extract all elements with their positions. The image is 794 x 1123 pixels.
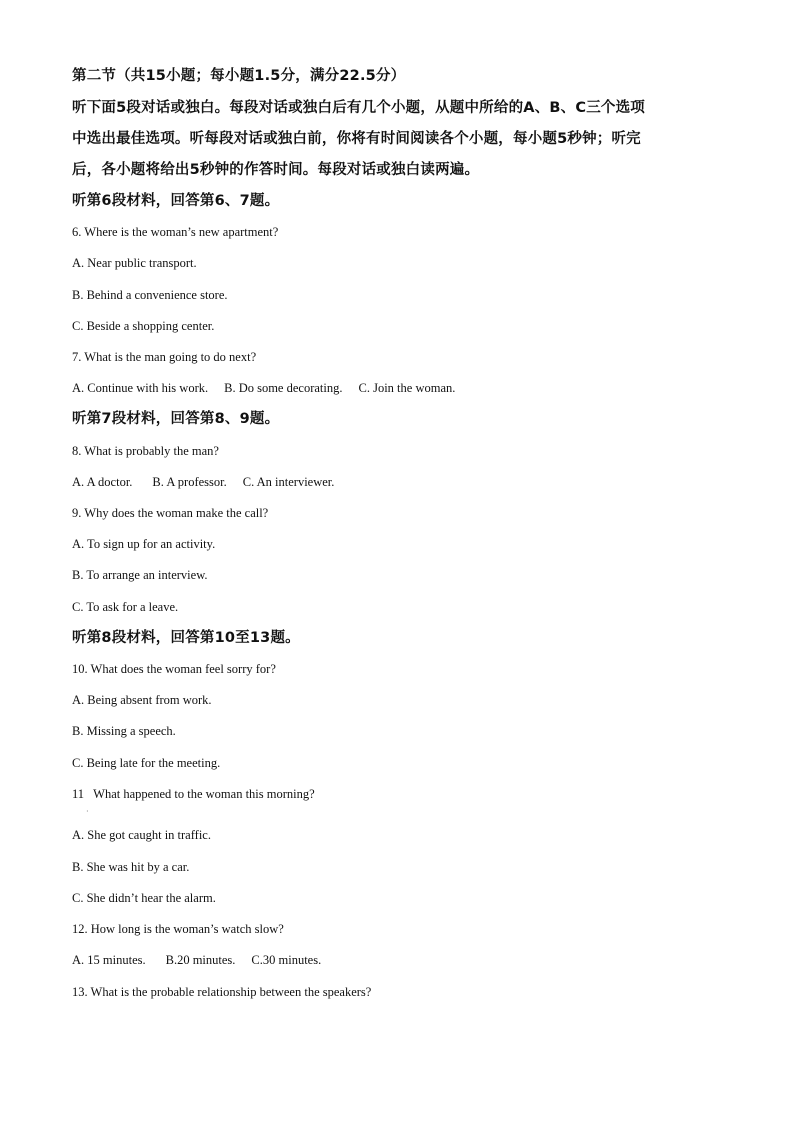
q11-option-c: C. She didn’t hear the alarm. [72, 891, 216, 905]
instructions-line-2: 中选出最佳选项。听每段对话或独白前，你将有时间阅读各个小题，每小题5秒钟；听完 [72, 131, 641, 147]
section-title: 第二节（共15小题；每小题1.5分，满分22.5分） [72, 68, 406, 84]
q12-option-b: B.20 minutes. [165, 953, 236, 967]
question-13: 13. What is the probable relationship between the speakers? [72, 985, 372, 999]
question-8: 8. What is probably the man? [72, 444, 219, 458]
question-9: 9. Why does the woman make the call? [72, 506, 269, 520]
q7-options [72, 380, 455, 396]
group-8-heading: 听第8段材料，回答第10至13题。 [72, 630, 300, 646]
q12-option-c: C.30 minutes. [251, 953, 322, 967]
question-11: 11 What happened to the woman this morning? [72, 787, 315, 801]
q11-option-a: A. She got caught in traffic. [72, 828, 211, 842]
question-12: 12. How long is the woman’s watch slow? [72, 922, 284, 936]
q6-option-c: C. Beside a shopping center. [72, 319, 215, 333]
q12-options [72, 952, 321, 968]
q11-option-b: B. She was hit by a car. [72, 860, 190, 874]
q9-option-a: A. To sign up for an activity. [72, 537, 216, 551]
q7-option-c: C. Join the woman. [358, 381, 456, 395]
q10-option-c: C. Being late for the meeting. [72, 756, 221, 770]
question-7: 7. What is the man going to do next? [72, 350, 257, 364]
q10-option-a: A. Being absent from work. [72, 693, 212, 707]
q6-option-b: B. Behind a convenience store. [72, 288, 228, 302]
q8-option-b: B. A professor. [152, 475, 227, 489]
q9-option-c: C. To ask for a leave. [72, 600, 179, 614]
instructions-line-1: 听下面5段对话或独白。每段对话或独白后有几个小题，从题中所给的A、B、C三个选项 [72, 100, 646, 116]
q7-option-a: A. Continue with his work. [72, 381, 209, 395]
q9-option-b: B. To arrange an interview. [72, 568, 208, 582]
q8-option-c: C. An interviewer. [242, 475, 335, 489]
q7-option-b: B. Do some decorating. [224, 381, 343, 395]
q10-option-b: B. Missing a speech. [72, 724, 176, 738]
instructions-line-3: 后，各小题将给出5秒钟的作答时间。每段对话或独白读两遍。 [72, 162, 480, 178]
question-10: 10. What does the woman feel sorry for? [72, 662, 276, 676]
stray-mark: · [86, 807, 89, 816]
group-7-heading: 听第7段材料，回答第8、9题。 [72, 411, 280, 427]
group-6-heading: 听第6段材料，回答第6、7题。 [72, 193, 280, 209]
q8-options [72, 474, 334, 490]
q12-option-a: A. 15 minutes. [72, 953, 146, 967]
question-6: 6. Where is the woman’s new apartment? [72, 225, 279, 239]
q6-option-a: A. Near public transport. [72, 256, 197, 270]
q8-option-a: A. A doctor. [72, 475, 133, 489]
